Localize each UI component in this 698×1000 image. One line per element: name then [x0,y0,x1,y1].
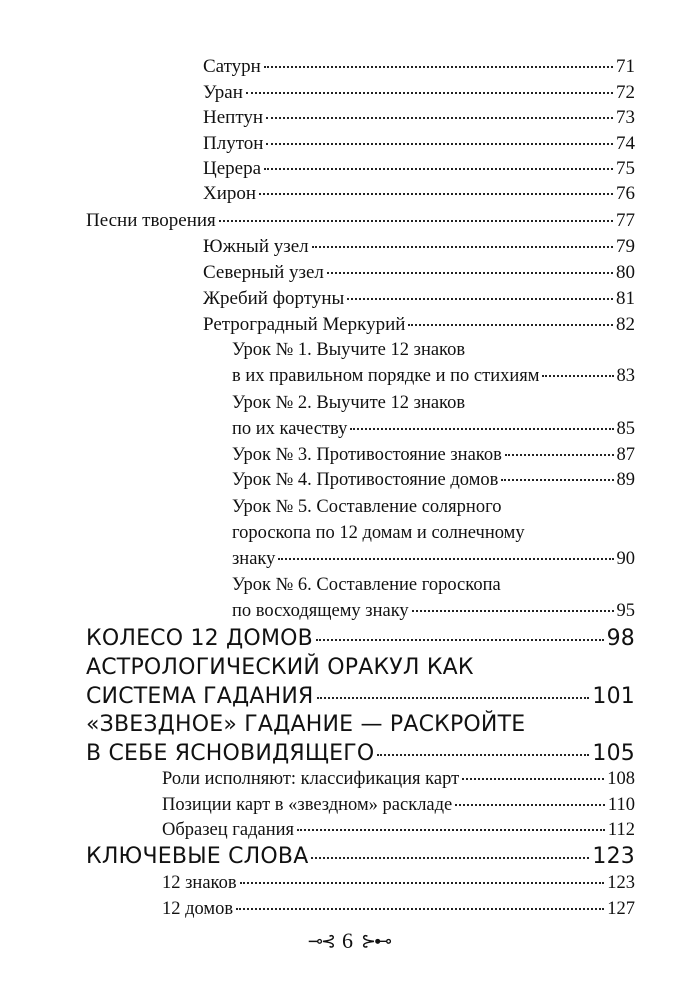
toc-entry-12-signs [162,873,635,894]
page-number: 6 [342,928,354,953]
lesson-5-title-cont: гороскопа по 12 домам и солнечному [232,523,525,543]
toc-entry-page: 123 [592,844,635,869]
toc-entry-title: Уран [203,82,243,103]
toc-entry-page: 81 [616,288,635,309]
toc-entry-page: 110 [607,795,635,815]
dot-leader [264,168,613,170]
toc-entry-page: 74 [616,133,635,154]
toc-entry-positions [162,795,635,816]
dot-leader [219,220,613,222]
toc-entry-title: Нептун [203,107,264,128]
toc-entry-page: 108 [607,769,635,789]
lesson-1-title: Урок № 1. Выучите 12 знаков [232,340,466,360]
toc-section-oracle-line1: АСТРОЛОГИЧЕСКИЙ ОРАКУЛ КАК [86,655,474,680]
toc-entry-page: 82 [616,314,635,335]
toc-entry-sample [162,820,635,841]
toc-entry-page: 85 [616,419,635,439]
toc-entry-title: Роли исполняют: классификация карт [162,769,460,789]
dot-leader [377,754,589,756]
toc-entry-page: 75 [616,158,635,179]
dot-leader [455,804,605,806]
toc-entry-page: 101 [592,684,635,709]
toc-entry-title: Урок № 4. Противостояние домов [232,470,499,490]
toc-entry-page: 83 [616,366,635,386]
toc-entry-title: 12 домов [162,899,234,919]
lesson-2-title: Урок № 2. Выучите 12 знаков [232,393,466,413]
toc-entry-songs [86,210,635,232]
dot-leader [246,92,613,94]
toc-entry-title: КОЛЕСО 12 ДОМОВ [86,626,313,651]
toc-entry-title: Южный узел [203,236,309,257]
toc-entry-retro-mercury [203,314,635,336]
toc-entry-12-houses [162,899,635,920]
toc-entry-title: В СЕБЕ ЯСНОВИДЯЩЕГО [86,741,375,766]
dot-leader [278,558,613,560]
dot-leader [312,246,613,248]
toc-entry-title: знаку [232,549,276,569]
toc-entry-title: СИСТЕМА ГАДАНИЯ [86,684,314,709]
toc-entry-page: 72 [616,82,635,103]
lesson-6-title: Урок № 6. Составление гороскопа [232,575,501,595]
toc-entry-chiron [203,183,635,205]
toc-section-oracle [86,684,635,709]
toc-entry-page: 95 [616,601,635,621]
dot-leader [347,298,613,300]
toc-entry-page: 71 [616,56,635,77]
toc-entry-title: Церера [203,158,262,179]
dot-leader [542,375,613,377]
toc-entry-title: КЛЮЧЕВЫЕ СЛОВА [86,844,309,869]
toc-entry-ceres [203,158,635,180]
toc-entry-page: 112 [607,820,635,840]
dot-leader [412,610,614,612]
toc-entry-lesson-6 [232,601,635,622]
toc-entry-page: 79 [616,236,635,257]
toc-entry-lesson-2 [232,419,635,440]
toc-entry-title: в их правильном порядке и по стихиям [232,366,540,386]
dot-leader [259,193,613,195]
toc-entry-pluto [203,133,635,155]
toc-entry-page: 76 [616,183,635,204]
dot-leader [317,697,590,699]
dot-leader [297,829,605,831]
toc-entry-title: 12 знаков [162,873,237,893]
toc-entry-title: по восходящему знаку [232,601,409,621]
toc-entry-page: 87 [616,445,635,465]
toc-entry-page: 77 [616,210,635,231]
toc-entry-uranus [203,82,635,104]
dot-leader [327,272,613,274]
toc-entry-roles [162,769,635,790]
toc-section-star-line1: «ЗВЕЗДНОЕ» ГАДАНИЕ — РАСКРОЙТЕ [86,712,526,737]
toc-entry-lesson-5 [232,549,635,570]
toc-entry-title: Плутон [203,133,264,154]
toc-entry-lesson-3 [232,445,635,466]
toc-section-wheel [86,626,635,651]
toc-entry-title: Хирон [203,183,257,204]
toc-entry-title: Северный узел [203,262,324,283]
toc-entry-title: Образец гадания [162,820,295,840]
dot-leader [236,908,604,910]
toc-entry-saturn [203,56,635,78]
ornament-right-icon: ⊱⊷ [361,930,391,951]
dot-leader [505,454,614,456]
toc-section-keywords [86,844,635,869]
toc-entry-page: 98 [606,626,635,651]
toc-entry-north-node [203,262,635,284]
toc-entry-title: Сатурн [203,56,261,77]
toc-entry-title: по их качеству [232,419,348,439]
toc-entry-page: 123 [607,873,635,893]
dot-leader [462,778,604,780]
lesson-5-title: Урок № 5. Составление солярного [232,497,502,517]
toc-entry-title: Урок № 3. Противостояние знаков [232,445,502,465]
ornament-left-icon: ⊸⊰ [307,930,335,951]
toc-entry-lesson-4 [232,470,635,491]
toc-entry-page: 73 [616,107,635,128]
toc-entry-page: 127 [607,899,635,919]
toc-entry-page: 89 [616,470,635,490]
toc-entry-lesson-1 [232,366,635,387]
dot-leader [266,117,613,119]
toc-entry-title: Жребий фортуны [203,288,345,309]
dot-leader [501,479,613,481]
page-footer [0,928,698,954]
dot-leader [240,882,605,884]
toc-entry-page: 80 [616,262,635,283]
dot-leader [408,324,613,326]
toc-entry-title: Песни творения [86,210,216,231]
dot-leader [316,639,604,641]
toc-entry-page: 90 [616,549,635,569]
toc-entry-page: 105 [592,741,635,766]
toc-entry-title: Ретроградный Меркурий [203,314,406,335]
toc-entry-neptune [203,107,635,129]
dot-leader [350,428,613,430]
toc-entry-south-node [203,236,635,258]
dot-leader [311,857,589,859]
dot-leader [264,66,613,68]
toc-section-star [86,741,635,766]
dot-leader [266,143,613,145]
toc-entry-fortune [203,288,635,310]
toc-entry-title: Позиции карт в «звездном» раскладе [162,795,453,815]
